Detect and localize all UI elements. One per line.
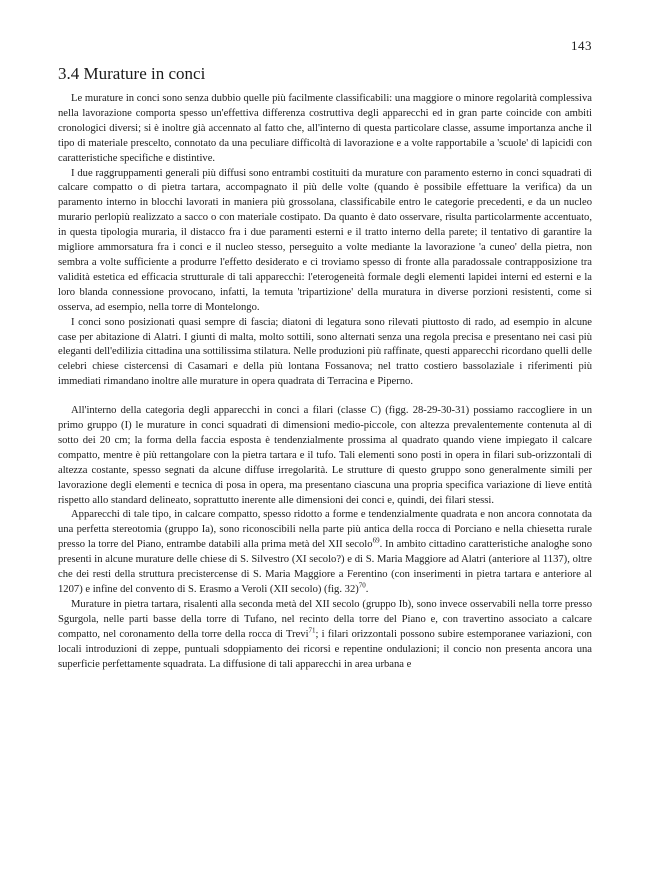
paragraph-6-text-a: Murature in pietra tartara, risalenti alla seconda metà del XII secolo (gruppo Ib), sono invece osservabili nella torre presso Sgurgola, nelle parti basse della torre di Tufano, nel recinto della torre del Piano e, con travertino associato a calcare compatto, nel coronamento della torre della rocca di Trevi — [58, 598, 592, 640]
paragraph-4: All'interno della categoria degli apparecchi in conci a filari (classe C) (figg. 28-29-30-31) possiamo raccogliere in un primo gruppo (I) le murature in conci squadrati di dimensioni medio-piccole, con altezza prevalentemente contenuta al di sotto dei 20 cm; la forma della faccia esposta è tendenzialmente prossima al quadrato quando viene impiegato il calcare compatto, mentre è più rettangolare con la pietra tartara e il tufo. Tali elementi sono posti in opera in filari sub-orizzontali di altezza costante, spesso segnati da alcune diffuse irregolarità. Le strutture di questo gruppo sono generalmente simili per lavorazione degli elementi e tecnica di posa in opera, ma presentano ciascuna una propria specifica variazione di lieve entità rispetto allo standard delineato, soprattutto inerente alle dimensioni dei conci e, quindi, dei filari stessi. — [58, 405, 592, 506]
paragraph-5: Apparecchi di tale tipo, in calcare compatto, spesso ridotto a forme e tendenzialmente quadrata e non ancora connotata da una perfetta stereotomia (gruppo Ia), sono riconoscibili nella parte più antica della rocca di Porciano e nella chiesetta rurale presso la torre del Piano, entrambe databili alla prima metà del XII secolo$^{69}$. In ambito cittadino caratteristiche analoghe sono presenti in alcune murature delle chiese di S. Silvestro (XI secolo?) e di S. Maria Maggiore ad Alatri (anteriore al 1137), oltre che dei resti della struttura precistercense di S. Maria Maggiore a Ferentino (con inserimenti in pietra tartara e anteriore al 1207) e infine del convento di S. Erasmo a Veroli (XII secolo) (fig. 32)$^{70}$. — [58, 509, 592, 595]
section-title: 3.4 Murature in conci — [58, 64, 206, 83]
paragraph-1: Le murature in conci sono senza dubbio quelle più facilmente classificabili: una maggiore o minore regolarità complessiva nella lavorazione comporta spesso un'effettiva differenza costruttiva degli apparecchi ed in gran parte coincide con ambiti cronologici diversi; si è inoltre già accennato al fatto che, all'interno di questa particolare classe, assume importanza anche il tipo di materiale prescelto, connotato da una peculiare difficoltà di lavorazione e a volte rapportabile a 'scuole' di lapicidi con caratteristiche specifiche e distintive. — [58, 93, 592, 164]
paragraph-5-text-b: . In ambito cittadino caratteristiche analoghe sono presenti in alcune murature delle chiese di S. Silvestro (XI secolo?) e di S. Maria Maggiore ad Alatri (anteriore al 1137), oltre che dei resti della struttura precistercense di S. Maria Maggiore a Ferentino (con inserimenti in pietra tartara e anteriore al 1207) e infine del convento di S. Erasmo a Veroli (XII secolo) (fig. 32) — [58, 539, 592, 595]
footnote-ref-70: 70 — [358, 581, 366, 590]
paragraph-5-text-a: Apparecchi di tale tipo, in calcare compatto, spesso ridotto a forme e tendenzialmente quadrata e non ancora connotata da una perfetta stereotomia (gruppo Ia), sono riconoscibili nella parte più antica della rocca di Porciano e nella chiesetta rurale presso la torre del Piano, entrambe databili alla prima metà del XII secolo — [58, 509, 592, 551]
body-text — [58, 92, 592, 672]
paragraph-2: I due raggruppamenti generali più diffusi sono entrambi costituiti da murature con paramento esterno in conci squadrati di calcare compatto o di pietra tartara, accompagnato il più delle volte (quando è possibile effettuare la verifica) da un paramento interno in blocchi lavorati in maniera più grossolana, classificabile entro le categorie precedenti, e da un nucleo murario perlopiù realizzato a sacco o con materiale costipato. Da quanto è dato osservare, risulta particolarmente accentuato, in questa tipologia muraria, il distacco fra i due paramenti esterni e il tratto interno della parete; il tentativo di garantire la migliore ammorsatura fra i conci e il nucleo stesso, perseguito a volte mediante la lavorazione 'a cuneo' della pietra, non sembra a volte sufficiente a produrre l'effetto desiderato e ci troviamo spesso di fronte alla paradossale contrapposizione tra validità estetica ed efficacia strutturale di tali apparecchi: l'eterogeneità formale degli elementi lapidei interni ed esterni e la loro blanda connessione provocano, infatti, la temuta 'tripartizione' della muratura in diverse porzioni resistenti, come si osserva, ad esempio, nella torre di Montelongo. — [58, 167, 592, 313]
paragraph-6 — [58, 598, 592, 673]
footnote-ref-71: 71 — [308, 626, 316, 635]
page-number: 143 — [571, 38, 592, 53]
paragraph-6-text-b: ; i filari orizzontali possono subire estemporanee variazioni, con locali introduzioni di zeppe, puntuali sdoppiamento dei ricorsi e repentine ondulazioni; il concio non presenta ancora una superficie perfettamente squadrata. La diffusione di tali apparecchi in area urbana e — [58, 628, 592, 670]
paragraph-3: I conci sono posizionati quasi sempre di fascia; diatoni di legatura sono rilevati piuttosto di rado, ad esempio in alcune case per abitazione di Alatri. I giunti di malta, molto sottili, sono alternati senza una regola precisa e presentano nei casi più eleganti dell'edilizia cittadina una sottilissima stilatura. Nelle produzioni più raffinate, questi apparecchi ricordano quelli delle celebri chiese cistercensi di Casamari e della più lontana Fossanova; nel tratto costiero bassolaziale i riferimenti più immediati rimandano inoltre alle murature in opera quadrata di Terracina e Piperno. — [58, 316, 592, 388]
footnote-ref-69: 69 — [372, 536, 380, 545]
